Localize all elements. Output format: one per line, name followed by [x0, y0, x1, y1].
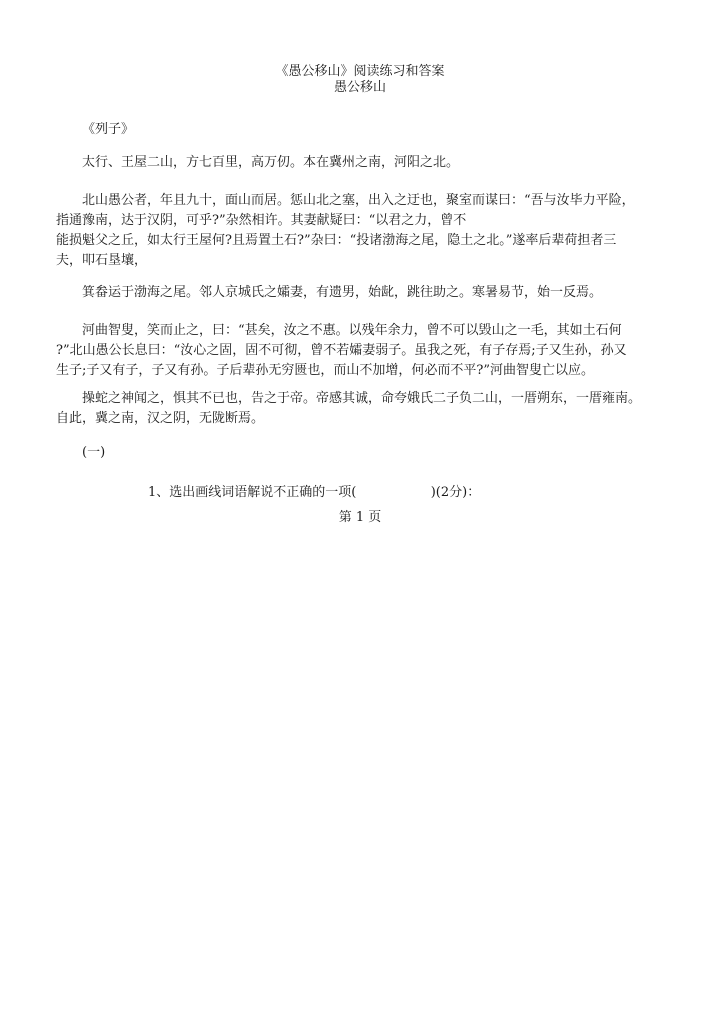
- paragraph-line: 北山愚公者，年且九十，面山而居。惩山北之塞，出入之迂也，聚室而谋曰：“吾与汝毕力平险，: [82, 193, 635, 208]
- paragraph-3: [56, 283, 668, 303]
- page-number: 第 1 页: [338, 510, 382, 525]
- paragraph-5: [56, 389, 668, 429]
- paragraph-line: 河曲智叟，笑而止之，曰：“甚矣，汝之不惠。以残年余力，曾不可以毁山之一毛，其如土石何: [82, 323, 622, 338]
- question-1: 1、选出画线词语解说不正确的一项( )(2分)：: [148, 485, 481, 500]
- paragraph-4: [56, 321, 668, 381]
- paragraph-line: 操蛇之神闻之，惧其不已也，告之于帝。帝感其诚，命夸娥氏二子负二山，一厝朔东，一厝雍南。: [82, 391, 642, 406]
- paragraph-2: [56, 191, 668, 271]
- section-label: (一): [82, 445, 106, 460]
- paragraph-line: 生子;子又有子，子又有孙。子后辈孙无穷匮也，而山不加增，何必而不平?”河曲智叟亡以应。: [56, 363, 594, 378]
- paragraph-1: [56, 153, 668, 173]
- paragraph-line: 太行、王屋二山，方七百里，高万仞。本在冀州之南，河阳之北。: [82, 155, 460, 170]
- document-subtitle: 愚公移山: [333, 80, 386, 95]
- paragraph-line: 能损魁父之丘，如太行王屋何?且焉置土石?”杂曰：“投诸渤海之尾，隐土之北。”遂率后辈荷担者三: [56, 233, 617, 248]
- paragraph-line: 箕畚运于渤海之尾。邻人京城氏之孀妻，有遗男，始龀，跳往助之。寒暑易节，始一反焉。: [82, 285, 603, 300]
- paragraph-line: 自此，冀之南，汉之阴，无陇断焉。: [56, 411, 265, 426]
- paragraph-line: 夫，叩石垦壤，: [56, 253, 148, 268]
- document-title: 《愚公移山》阅读练习和答案: [275, 64, 445, 79]
- source-attribution: 《列子》: [82, 122, 135, 137]
- paragraph-line: 指通豫南，达于汉阴，可乎?”杂然相许。其妻献疑曰：“以君之力，曾不: [56, 213, 467, 228]
- paragraph-line: ?”北山愚公长息曰：“汝心之固，固不可彻，曾不若孀妻弱子。虽我之死，有子存焉;子又生孙，孙又: [56, 343, 627, 358]
